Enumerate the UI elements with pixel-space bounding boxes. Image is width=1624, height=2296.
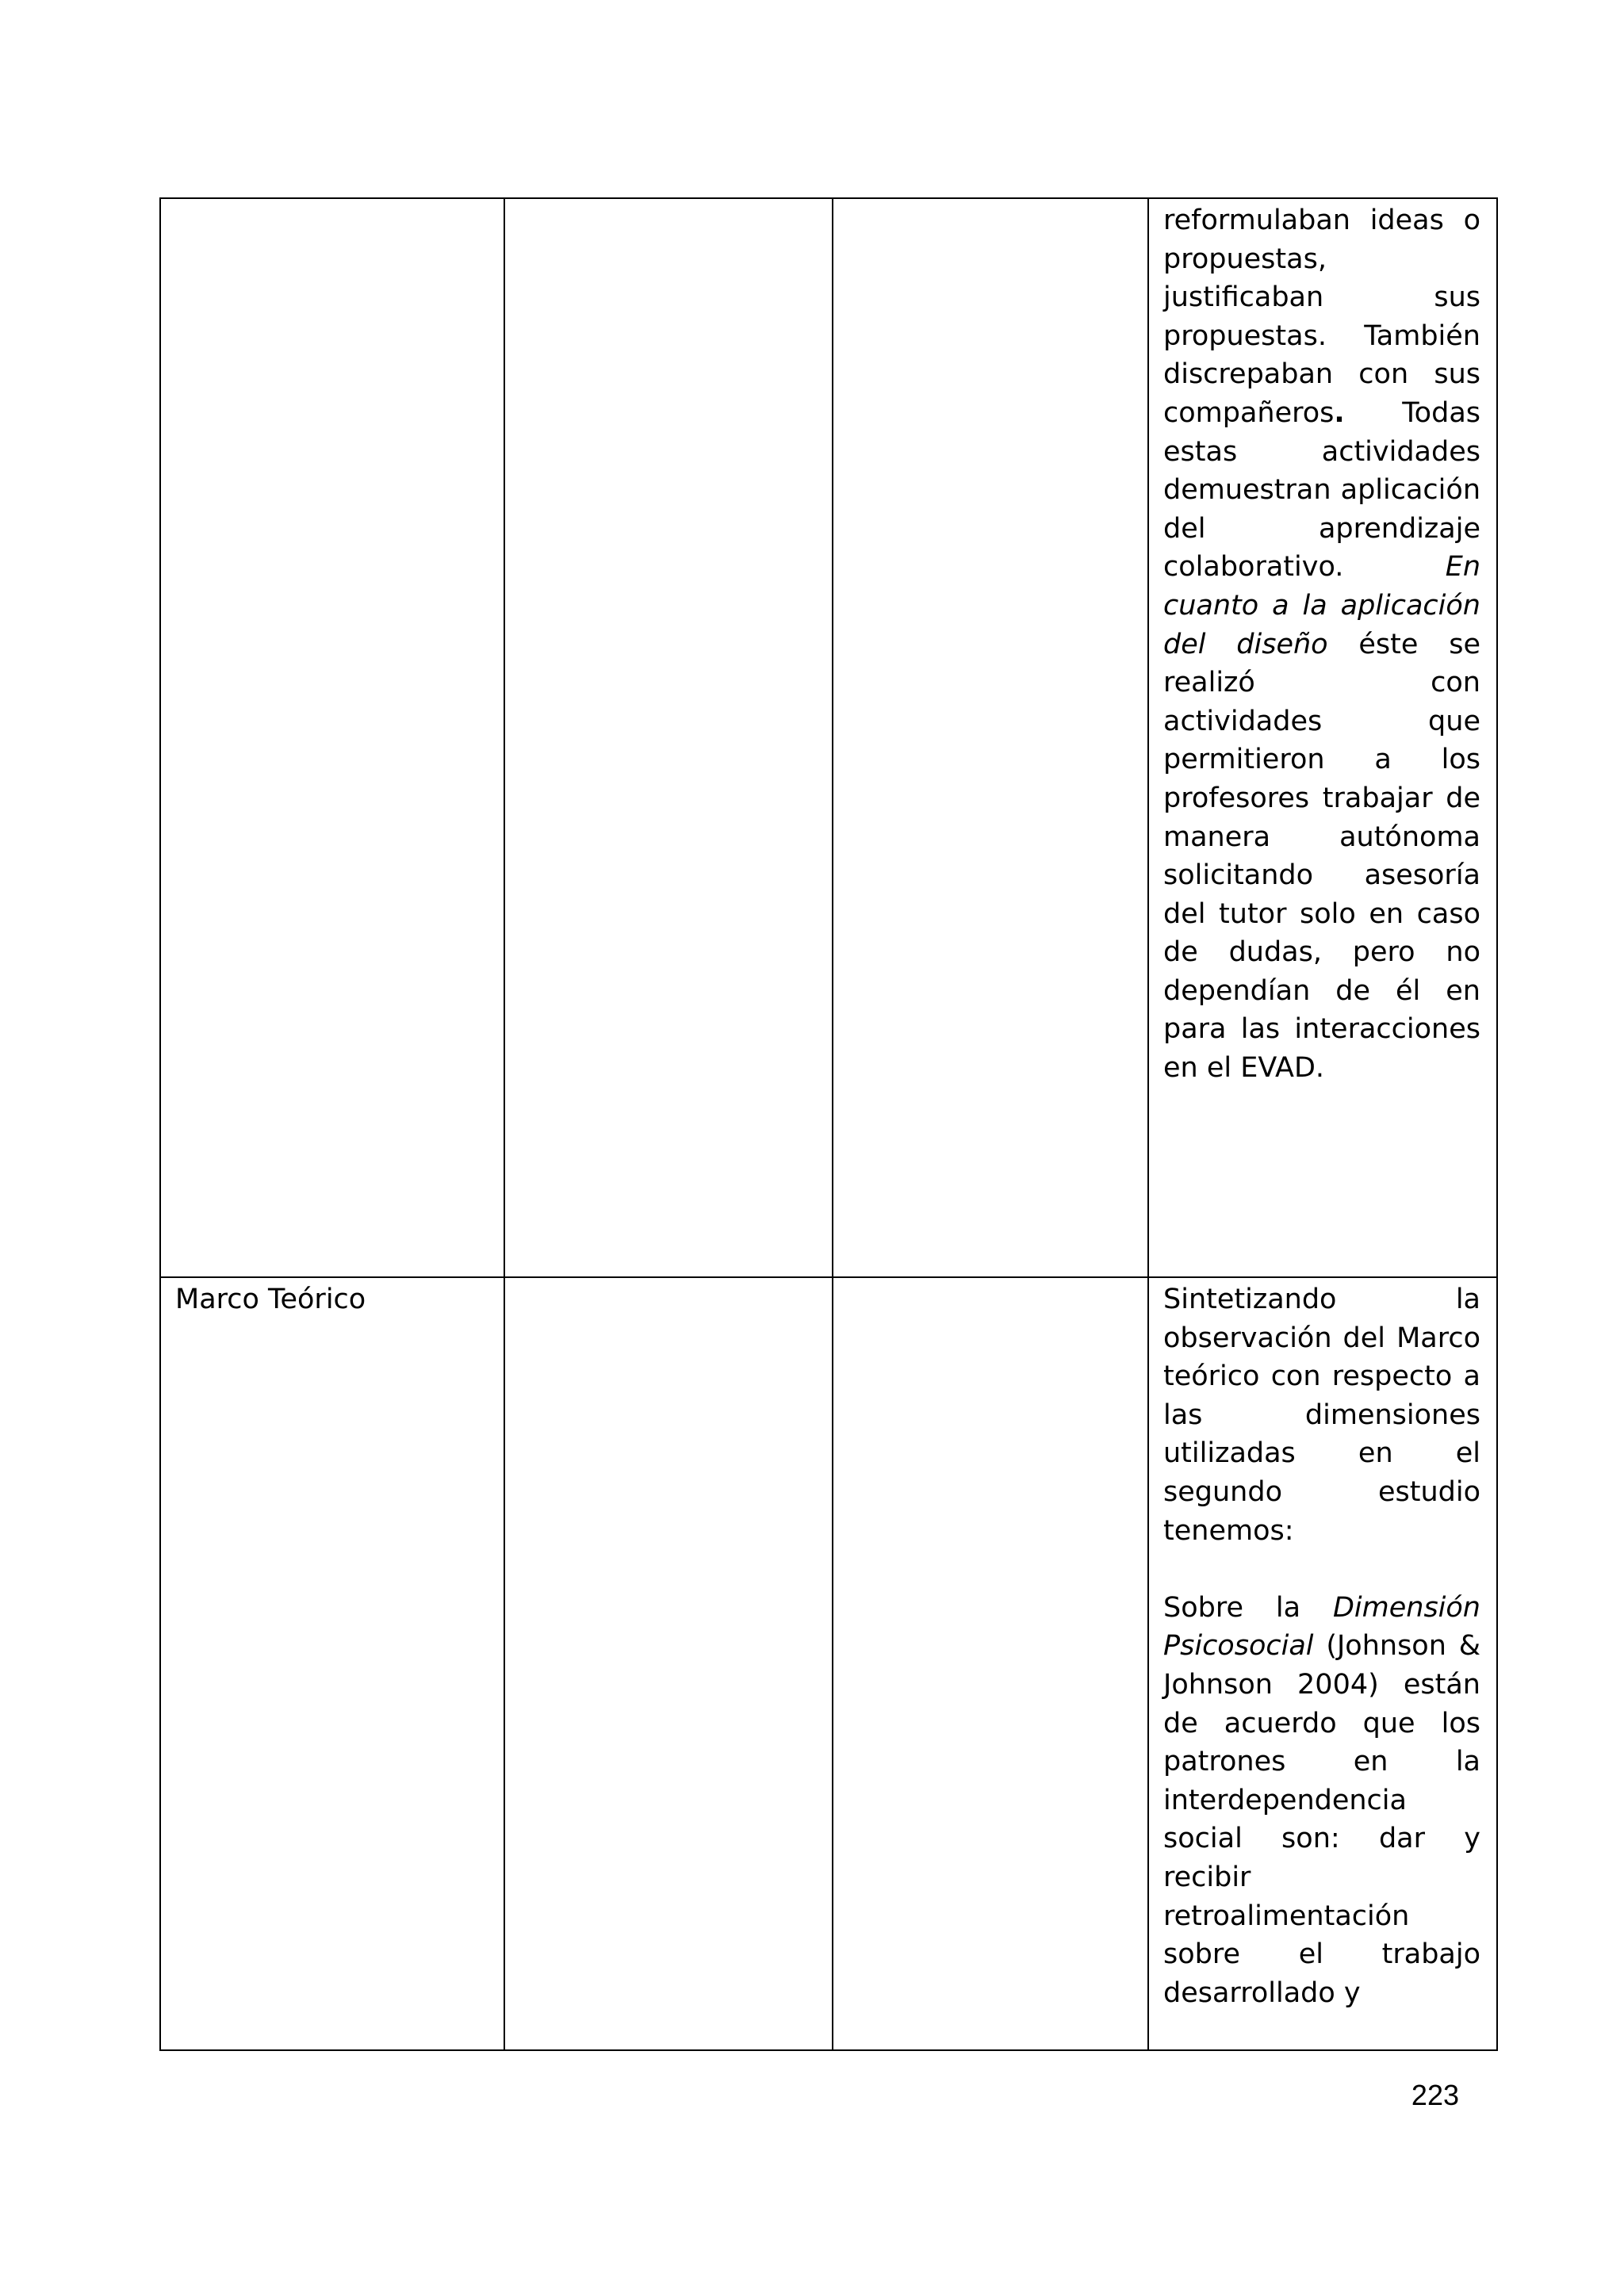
empty-cell <box>504 1277 833 2050</box>
content-paragraph <box>1163 201 1480 1088</box>
content-paragraph <box>1163 1589 1480 2013</box>
text-run: Sobre la <box>1163 1591 1333 1624</box>
empty-cell <box>833 198 1148 1277</box>
empty-cell <box>833 1277 1148 2050</box>
row-label-cell <box>160 198 504 1277</box>
text-run-italic: Dimensión Psicosocial <box>1163 1591 1480 1663</box>
text-run-italic: En cuanto a la aplicación del diseño <box>1163 551 1480 660</box>
table-row <box>160 1277 1497 2050</box>
empty-cell <box>504 198 833 1277</box>
content-paragraph: Sintetizando la observación del Marco teórico con respecto a las dimensiones utilizadas en el segundo estudio tenemos: <box>1163 1284 1480 1547</box>
text-run: (Johnson & Johnson 2004) están de acuerdo que los patrones en la interdependencia social son: dar y recibir retroalimentación sobre el trabajo desarrollado y <box>1163 1630 1480 2009</box>
text-run: reformulaban ideas o propuestas, justificaban sus propuestas. También discrepaban con sus compañeros <box>1163 205 1480 429</box>
table-row <box>160 198 1497 1277</box>
content-cell <box>1148 1277 1497 2050</box>
page-number: 223 <box>1411 2079 1459 2111</box>
document-table <box>159 197 1498 2051</box>
text-run-bold: . <box>1334 396 1345 429</box>
text-run: éste se realizó con actividades que permitieron a los profesores trabajar de manera autónoma solicitando asesoría del tutor solo en caso de dudas, pero no dependían de él en para las interacciones en el EVAD. <box>1163 628 1481 1085</box>
content-cell <box>1148 198 1497 1277</box>
row-label-cell: Marco Teórico <box>160 1277 504 2050</box>
text-run: Todas estas actividades demuestran aplicación del aprendizaje colaborativo. <box>1163 396 1480 584</box>
